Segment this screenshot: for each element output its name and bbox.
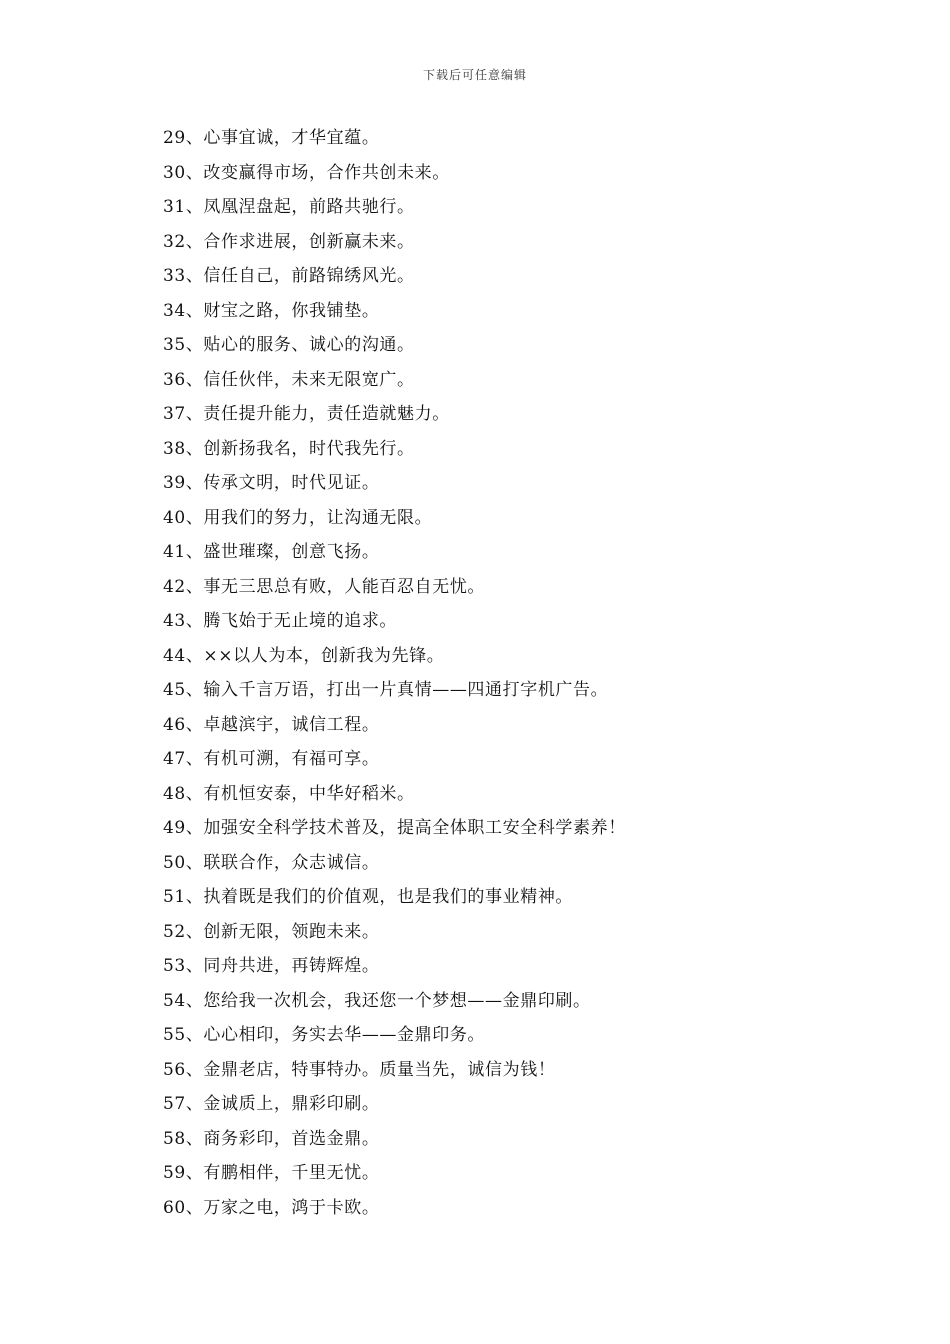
- list-item: 33、信任自己，前路锦绣风光。: [163, 266, 415, 286]
- list-item: 54、您给我一次机会，我还您一个梦想——金鼎印刷。: [163, 990, 591, 1011]
- list-item: 52、创新无限，领跑未来。: [163, 921, 380, 942]
- list-item: 49、加强安全科学技术普及，提高全体职工安全科学素养！: [163, 818, 626, 838]
- list-item: 38、创新扬我名，时代我先行。: [163, 438, 415, 459]
- list-item: 36、信任伙伴，未来无限宽广。: [163, 369, 415, 390]
- list-item: 32、合作求进展，创新赢未来。: [163, 231, 415, 252]
- list-item: 51、执着既是我们的价值观，也是我们的事业精神。: [163, 887, 574, 907]
- list-item: 37、责任提升能力，责任造就魅力。: [163, 404, 450, 424]
- list-item: 45、输入千言万语，打出一片真情——四通打字机广告。: [163, 680, 609, 700]
- list-item: 31、凤凰涅盘起，前路共驰行。: [163, 197, 415, 217]
- list-item: 34、财宝之路，你我铺垫。: [163, 300, 380, 321]
- list-item: 43、腾飞始于无止境的追求。: [163, 611, 398, 631]
- list-item: 39、传承文明，时代见证。: [163, 473, 380, 493]
- list-item: 35、贴心的服务、诚心的沟通。: [163, 335, 415, 355]
- list-item: 50、联联合作，众志诚信。: [163, 852, 380, 873]
- list-item: 55、心心相印，务实去华——金鼎印务。: [163, 1025, 486, 1045]
- list-item: 58、商务彩印，首选金鼎。: [163, 1128, 380, 1149]
- list-item: 57、金诚质上，鼎彩印刷。: [163, 1094, 380, 1114]
- slogan-list: [163, 121, 626, 1225]
- list-item: 30、改变赢得市场，合作共创未来。: [163, 162, 450, 183]
- list-item: 42、事无三思总有败，人能百忍自无忧。: [163, 576, 486, 597]
- list-item: 41、盛世璀璨，创意飞扬。: [163, 542, 380, 562]
- list-item: 60、万家之电，鸿于卡欧。: [163, 1197, 380, 1218]
- list-item: 47、有机可溯，有福可享。: [163, 749, 380, 769]
- list-item: 40、用我们的努力，让沟通无限。: [163, 507, 433, 528]
- list-item: 56、金鼎老店，特事特办。质量当先，诚信为钱！: [163, 1059, 556, 1080]
- page-header: 下载后可任意编辑: [422, 68, 527, 82]
- list-item: 59、有鹏相伴，千里无忧。: [163, 1163, 380, 1183]
- list-item: 53、同舟共进，再铸辉煌。: [163, 956, 380, 976]
- list-item: 46、卓越滨宇，诚信工程。: [163, 714, 380, 735]
- list-item: 44、××以人为本，创新我为先锋。: [163, 645, 445, 666]
- list-item: 48、有机恒安泰，中华好稻米。: [163, 783, 415, 804]
- list-item: 29、心事宜诚，才华宜蕴。: [163, 128, 380, 148]
